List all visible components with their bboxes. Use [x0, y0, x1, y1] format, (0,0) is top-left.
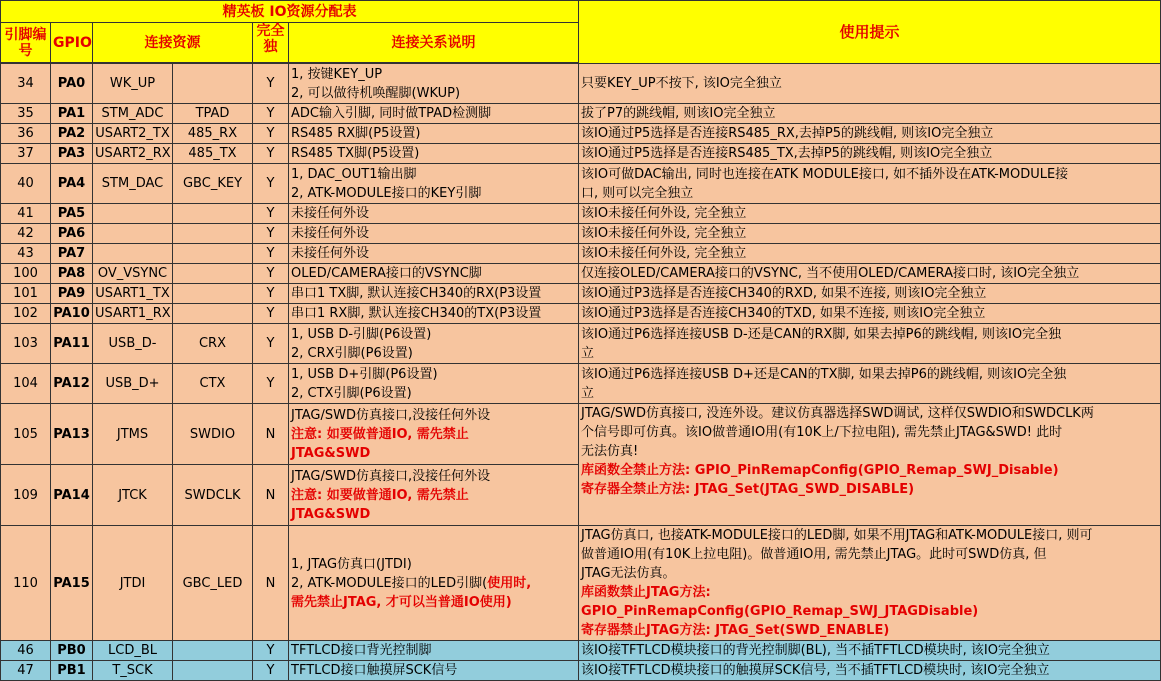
pin-number: 103: [1, 324, 51, 364]
gpio-name: PA15: [51, 526, 93, 641]
resource-2: [173, 284, 253, 304]
gpio-name: PA4: [51, 164, 93, 204]
tip-reg-method: 寄存器禁止JTAG方法: JTAG_Set(SWD_ENABLE): [581, 623, 890, 638]
gpio-name: PA5: [51, 204, 93, 224]
connection-desc: [289, 124, 579, 144]
tip-line-1: 该IO通过P5选择是否连接RS485_TX,去掉P5的跳线帽, 则该IO完全独立: [581, 146, 993, 161]
tip-line-1: 该IO未接任何外设, 完全独立: [581, 246, 747, 261]
table-row: [1, 224, 1161, 244]
pin-number: 43: [1, 244, 51, 264]
resource-2: [173, 224, 253, 244]
desc-line-1: JTAG/SWD仿真接口,没接任何外设: [291, 407, 491, 423]
note-line: 注意: 如要做普通IO, 需先禁止: [291, 487, 469, 503]
tip-line-1: 该IO通过P6选择连接USB D-还是CAN的RX脚, 如果去掉P6的跳线帽, 则该IO完全独: [581, 326, 1062, 342]
usage-tip: [579, 124, 1161, 144]
connection-desc: [289, 224, 579, 244]
pin-number: 34: [1, 64, 51, 104]
independent-flag: Y: [253, 204, 289, 224]
pin-number: 37: [1, 144, 51, 164]
resource-1: USART1_TX: [93, 284, 173, 304]
usage-tip: [579, 284, 1161, 304]
independent-flag: Y: [253, 364, 289, 404]
sheet-title: 精英板 IO资源分配表: [1, 1, 579, 23]
table-row: [1, 284, 1161, 304]
independent-flag: Y: [253, 304, 289, 324]
resource-2: [173, 204, 253, 224]
desc-line-1: 1, JTAG仿真口(JTDI): [291, 556, 412, 572]
resource-2: SWDCLK: [173, 465, 253, 526]
usage-tip: [579, 104, 1161, 124]
note-line: 注意: 如要做普通IO, 需先禁止: [291, 426, 469, 442]
usage-tip: 该IO接TFTLCD模块接口的背光控制脚(BL), 当不插TFTLCD模块时, 该IO完全独立: [579, 641, 1161, 661]
header-independent: 完全独: [253, 23, 289, 63]
resource-2: GBC_KEY: [173, 164, 253, 204]
resource-1: WK_UP: [93, 64, 173, 104]
independent-flag: N: [253, 526, 289, 641]
pin-number: 40: [1, 164, 51, 204]
gpio-name: PA10: [51, 304, 93, 324]
gpio-name: PA1: [51, 104, 93, 124]
desc-line-2: 2, 可以做待机唤醒脚(WKUP): [291, 85, 461, 101]
tip-line-1: 该IO未接任何外设, 完全独立: [581, 206, 747, 221]
desc-line-2: [291, 574, 576, 593]
resource-2: [173, 661, 253, 681]
table-row: [1, 104, 1161, 124]
desc-line-1: RS485 RX脚(P5设置): [291, 126, 421, 141]
connection-desc: [289, 304, 579, 324]
independent-flag: Y: [253, 224, 289, 244]
table-row: [1, 204, 1161, 224]
table-row: [1, 404, 1161, 465]
tip-line-2: 立: [581, 345, 595, 361]
tip-line-1: 该IO可做DAC输出, 同时也连接在ATK MODULE接口, 如不插外设在ATK-MODULE接: [581, 166, 1069, 182]
gpio-name: PA0: [51, 64, 93, 104]
desc-line-1: 1, DAC_OUT1输出脚: [291, 166, 417, 182]
resource-2: CTX: [173, 364, 253, 404]
gpio-name: PA12: [51, 364, 93, 404]
header-pin: 引脚编号: [1, 23, 51, 63]
independent-flag: Y: [253, 124, 289, 144]
header-description: 连接关系说明: [289, 23, 579, 63]
tip-line-3: 无法仿真!: [581, 444, 639, 459]
usage-tip: 该IO接TFTLCD模块接口的触摸屏SCK信号, 当不插TFTLCD模块时, 该IO完全独立: [579, 661, 1161, 681]
pa-rows: [1, 64, 1161, 404]
gpio-name: PA8: [51, 264, 93, 284]
note-line: JTAG&SWD: [291, 445, 371, 461]
resource-1: USART2_RX: [93, 144, 173, 164]
table-row: [1, 164, 1161, 204]
tip-lib-method: 库函数全禁止方法: GPIO_PinRemapConfig(GPIO_Remap_SWJ_Disable): [581, 463, 1059, 478]
gpio-name: PA14: [51, 465, 93, 526]
desc-line-1: 串口1 TX脚, 默认连接CH340的RX(P3设置: [291, 286, 542, 301]
connection-desc: [289, 404, 579, 465]
header-gpio: GPIO: [51, 23, 93, 63]
tip-lib-call: GPIO_PinRemapConfig(GPIO_Remap_SWJ_JTAGDisable): [581, 604, 979, 619]
connection-desc: [289, 244, 579, 264]
swd-usage-tip: [579, 404, 1161, 526]
note-line: 需先禁止JTAG, 才可以当普通IO使用): [291, 594, 512, 610]
tip-line-1: 仅连接OLED/CAMERA接口的VSYNC, 当不使用OLED/CAMERA接口时, 该IO完全独立: [581, 266, 1080, 281]
connection-desc: [289, 324, 579, 364]
pin-number: 100: [1, 264, 51, 284]
pin-number: 104: [1, 364, 51, 404]
independent-flag: Y: [253, 641, 289, 661]
connection-desc: [289, 284, 579, 304]
resource-2: SWDIO: [173, 404, 253, 465]
resource-2: [173, 264, 253, 284]
independent-flag: Y: [253, 104, 289, 124]
note-text: 使用时,: [487, 575, 532, 591]
table-row: [1, 304, 1161, 324]
gpio-name: PB0: [51, 641, 93, 661]
table-row: [1, 144, 1161, 164]
note-line: JTAG&SWD: [291, 506, 371, 522]
tip-line-1: 该IO未接任何外设, 完全独立: [581, 226, 747, 241]
desc-line-1: 1, USB D+引脚(P6设置): [291, 366, 438, 382]
usage-tip: [579, 164, 1161, 204]
pin-number: 105: [1, 404, 51, 465]
usage-tip: [579, 244, 1161, 264]
desc-line-1: ADC输入引脚, 同时做TPAD检测脚: [291, 106, 492, 121]
tip-lib-method: 库函数禁止JTAG方法:: [581, 585, 711, 600]
header-usage: 使用提示: [579, 1, 1161, 64]
pin-number: 41: [1, 204, 51, 224]
pin-number: 46: [1, 641, 51, 661]
resource-1: JTCK: [93, 465, 173, 526]
table-row: [1, 244, 1161, 264]
tip-line-0: JTAG仿真口, 也接ATK-MODULE接口的LED脚, 如果不用JTAG和ATK-MODULE接口, 则可: [581, 528, 1093, 543]
connection-desc: [289, 264, 579, 284]
resource-1: JTMS: [93, 404, 173, 465]
table-row: [1, 124, 1161, 144]
pin-number: 101: [1, 284, 51, 304]
desc-line-1: 1, USB D-引脚(P6设置): [291, 326, 432, 342]
usage-tip: [579, 64, 1161, 104]
usage-tip: [579, 264, 1161, 284]
independent-flag: Y: [253, 661, 289, 681]
independent-flag: Y: [253, 164, 289, 204]
desc-line-1: OLED/CAMERA接口的VSYNC脚: [291, 266, 482, 281]
desc-line-2: 2, CRX引脚(P6设置): [291, 345, 413, 361]
tip-line-2: JTAG无法仿真。: [581, 566, 676, 581]
table-row: [1, 364, 1161, 404]
connection-desc: [289, 204, 579, 224]
table-row: [1, 661, 1161, 681]
independent-flag: Y: [253, 324, 289, 364]
gpio-name: PA2: [51, 124, 93, 144]
connection-desc: [289, 64, 579, 104]
resource-1: USB_D-: [93, 324, 173, 364]
connection-desc: [289, 465, 579, 526]
resource-2: CRX: [173, 324, 253, 364]
gpio-name: PA7: [51, 244, 93, 264]
independent-flag: N: [253, 404, 289, 465]
independent-flag: N: [253, 465, 289, 526]
resource-1: JTDI: [93, 526, 173, 641]
usage-tip: [579, 144, 1161, 164]
usage-tip: [579, 224, 1161, 244]
table-row: [1, 324, 1161, 364]
header-resource: 连接资源: [93, 23, 253, 63]
gpio-name: PA6: [51, 224, 93, 244]
resource-1: STM_ADC: [93, 104, 173, 124]
desc-line-1: 串口1 RX脚, 默认连接CH340的TX(P3设置: [291, 306, 542, 321]
desc-line-1: 未接任何外设: [291, 246, 370, 261]
table-row: [1, 64, 1161, 104]
usage-tip: [579, 526, 1161, 641]
tip-line-1: 拔了P7的跳线帽, 则该IO完全独立: [581, 106, 776, 121]
resource-1: T_SCK: [93, 661, 173, 681]
gpio-name: PA13: [51, 404, 93, 465]
connection-desc: [289, 144, 579, 164]
independent-flag: Y: [253, 144, 289, 164]
tip-line-1: 只要KEY_UP不按下, 该IO完全独立: [581, 76, 782, 91]
independent-flag: Y: [253, 244, 289, 264]
tip-line-1: 该IO通过P3选择是否连接CH340的TXD, 如果不连接, 则该IO完全独立: [581, 306, 986, 321]
resource-2: [173, 641, 253, 661]
independent-flag: Y: [253, 284, 289, 304]
resource-1: [93, 204, 173, 224]
table-row: [1, 641, 1161, 661]
gpio-name: PA11: [51, 324, 93, 364]
tip-line-2: 口, 则可以完全独立: [581, 185, 694, 201]
gpio-name: PA9: [51, 284, 93, 304]
resource-2: 485_RX: [173, 124, 253, 144]
table-row: [1, 526, 1161, 641]
resource-2: [173, 304, 253, 324]
desc-text: 2, ATK-MODULE接口的LED引脚(: [291, 575, 488, 591]
desc-line-1: 未接任何外设: [291, 226, 370, 241]
resource-1: USART1_RX: [93, 304, 173, 324]
resource-2: [173, 64, 253, 104]
pin-number: 36: [1, 124, 51, 144]
pin-number: 35: [1, 104, 51, 124]
usage-tip: [579, 364, 1161, 404]
gpio-name: PB1: [51, 661, 93, 681]
table-row: [1, 264, 1161, 284]
gpio-name: PA3: [51, 144, 93, 164]
resource-1: STM_DAC: [93, 164, 173, 204]
tip-line-2: 立: [581, 385, 595, 401]
desc-line-1: 未接任何外设: [291, 206, 370, 221]
resource-2: [173, 244, 253, 264]
desc-line-2: 2, ATK-MODULE接口的KEY引脚: [291, 185, 482, 201]
usage-tip: [579, 204, 1161, 224]
independent-flag: Y: [253, 264, 289, 284]
resource-2: GBC_LED: [173, 526, 253, 641]
jtag-rows: [1, 404, 1161, 526]
tip-reg-method: 寄存器全禁止方法: JTAG_Set(JTAG_SWD_DISABLE): [581, 482, 915, 497]
tip-line-1: 做普通IO用(有10K上拉电阻)。做普通IO用, 需先禁止JTAG。此时可SWD仿真, 但: [581, 547, 1047, 562]
tip-line-2: 个信号即可仿真。该IO做普通IO用(有10K上/下拉电阻), 需先禁止JTAG&SWD! 此时: [581, 425, 1063, 440]
pb-rows: [1, 641, 1161, 681]
pa15-row: [1, 526, 1161, 641]
tip-line-1: JTAG/SWD仿真接口, 没连外设。建议仿真器选择SWD调试, 这样仅SWDIO和SWDCLK两: [581, 406, 1094, 421]
connection-desc: TFTLCD接口背光控制脚: [289, 641, 579, 661]
desc-line-1: 1, 按键KEY_UP: [291, 66, 383, 82]
desc-line-1: RS485 TX脚(P5设置): [291, 146, 420, 161]
tip-line-1: 该IO通过P6选择连接USB D+还是CAN的TX脚, 如果去掉P6的跳线帽, 则该IO完全独: [581, 366, 1067, 382]
resource-2: 485_TX: [173, 144, 253, 164]
pin-number: 42: [1, 224, 51, 244]
pin-number: 109: [1, 465, 51, 526]
tip-line-1: 该IO通过P3选择是否连接CH340的RXD, 如果不连接, 则该IO完全独立: [581, 286, 987, 301]
desc-line-1: JTAG/SWD仿真接口,没接任何外设: [291, 468, 491, 484]
pin-number: 110: [1, 526, 51, 641]
resource-1: [93, 224, 173, 244]
connection-desc: [289, 364, 579, 404]
connection-desc: [289, 104, 579, 124]
desc-line-2: 2, CTX引脚(P6设置): [291, 385, 412, 401]
resource-1: USART2_TX: [93, 124, 173, 144]
resource-1: USB_D+: [93, 364, 173, 404]
resource-1: LCD_BL: [93, 641, 173, 661]
pin-number: 102: [1, 304, 51, 324]
connection-desc: [289, 164, 579, 204]
resource-2: TPAD: [173, 104, 253, 124]
resource-1: [93, 244, 173, 264]
independent-flag: Y: [253, 64, 289, 104]
connection-desc: TFTLCD接口触摸屏SCK信号: [289, 661, 579, 681]
resource-1: OV_VSYNC: [93, 264, 173, 284]
connection-desc: [289, 526, 579, 641]
usage-tip: [579, 324, 1161, 364]
pin-number: 47: [1, 661, 51, 681]
usage-tip: [579, 304, 1161, 324]
tip-line-1: 该IO通过P5选择是否连接RS485_RX,去掉P5的跳线帽, 则该IO完全独立: [581, 126, 994, 141]
